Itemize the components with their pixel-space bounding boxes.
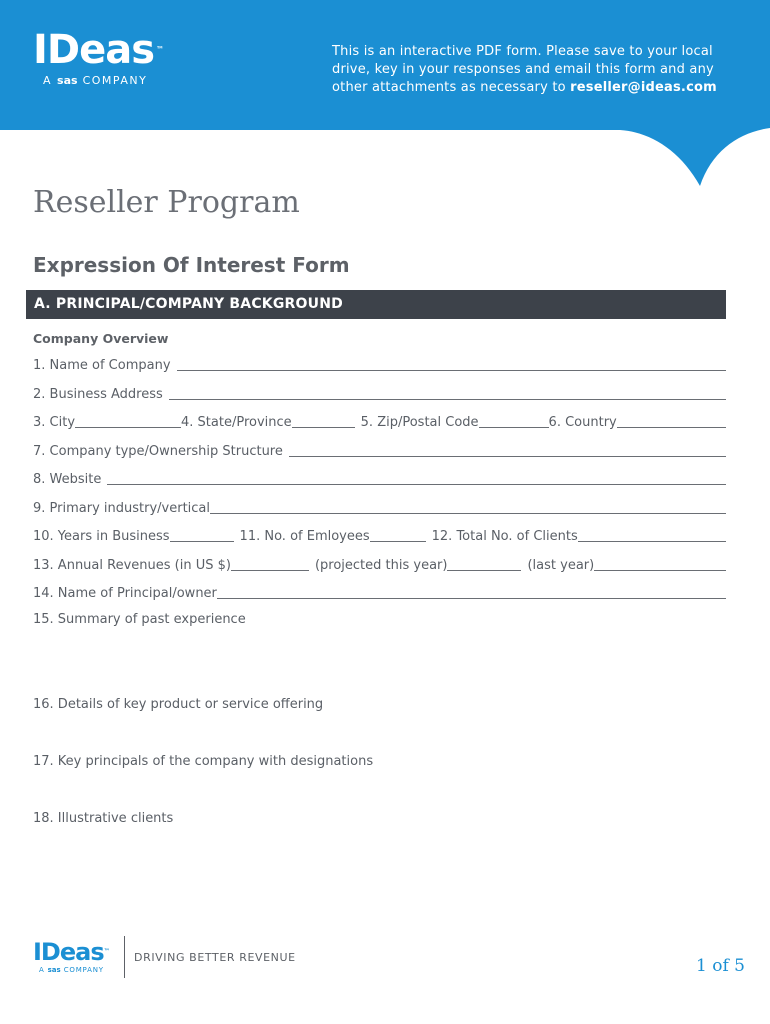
field-label: 9. Primary industry/vertical [33,501,211,516]
field-row-website [33,469,726,487]
field-label: 11. No. of Emloyees [239,529,370,544]
field-label: 6. Country [548,415,617,430]
zip-postal-code-field[interactable] [479,426,549,428]
field-label: 2. Business Address [33,387,163,402]
reseller-email-link[interactable]: reseller@ideas.com [570,80,717,95]
form-subtitle: Expression Of Interest Form [33,253,350,277]
logo-subtitle: A sas COMPANY [43,74,148,87]
field-label: 1. Name of Company [33,358,171,373]
company-overview-label: Company Overview [33,331,169,346]
field-row-annual-revenues [33,555,726,573]
section-header [26,290,726,319]
logo-subtitle: A sas COMPANY [39,966,104,974]
header-instructions [332,43,742,97]
business-address-field[interactable] [169,398,726,400]
key-principals-label: 17. Key principals of the company with designations [33,754,374,769]
logo-trademark: ™ [156,45,164,54]
logo-trademark: ™ [103,948,109,955]
state-province-field[interactable] [292,426,355,428]
years-in-business-field[interactable] [170,540,234,542]
field-row-company-type [33,441,726,459]
field-row-industry [33,498,726,516]
footer-tagline: DRIVING BETTER REVENUE [134,951,296,964]
field-label: 12. Total No. of Clients [431,529,578,544]
logo-word: IDeas [33,938,104,966]
company-type-field[interactable] [289,455,726,457]
field-row-location [33,412,726,430]
field-label: 8. Website [33,472,102,487]
city-field[interactable] [75,426,181,428]
section-heading: A. PRINCIPAL/COMPANY BACKGROUND [34,296,343,312]
past-experience-label: 15. Summary of past experience [33,612,246,627]
total-clients-field[interactable] [578,540,726,542]
page-title: Reseller Program [33,185,300,220]
field-label: 5. Zip/Postal Code [360,415,479,430]
annual-revenue-field[interactable] [231,569,309,571]
field-row-business-address [33,384,726,402]
ideas-logo [33,27,164,87]
field-row-company-name [33,355,726,373]
page-indicator: 1 of 5 [696,956,745,976]
field-label: (projected this year) [314,558,448,573]
field-label: 3. City [33,415,76,430]
industry-field[interactable] [210,512,726,514]
last-year-revenue-field[interactable] [594,569,726,571]
website-field[interactable] [107,483,726,485]
field-row-business-stats [33,526,726,544]
projected-revenue-field[interactable] [447,569,521,571]
field-label: 4. State/Province [181,415,292,430]
field-label: 14. Name of Principal/owner [33,586,217,601]
key-offering-label: 16. Details of key product or service offering [33,697,324,712]
field-label: 10. Years in Business [33,529,170,544]
field-label: 13. Annual Revenues (in US $) [33,558,231,573]
logo-word: IDeas [33,27,155,73]
field-row-principal-name [33,583,726,601]
footer-ideas-logo [33,940,109,974]
footer-divider [124,936,125,978]
field-label: (last year) [527,558,595,573]
principal-name-field[interactable] [217,597,726,599]
field-label: 7. Company type/Ownership Structure [33,444,283,459]
country-field[interactable] [617,426,726,428]
company-name-field[interactable] [177,369,726,371]
instruction-text: This is an interactive PDF form. Please save to your local drive, key in your responses and email this form and any other attachments as necessary to [332,44,714,95]
employees-field[interactable] [370,540,426,542]
illustrative-clients-label: 18. Illustrative clients [33,811,174,826]
